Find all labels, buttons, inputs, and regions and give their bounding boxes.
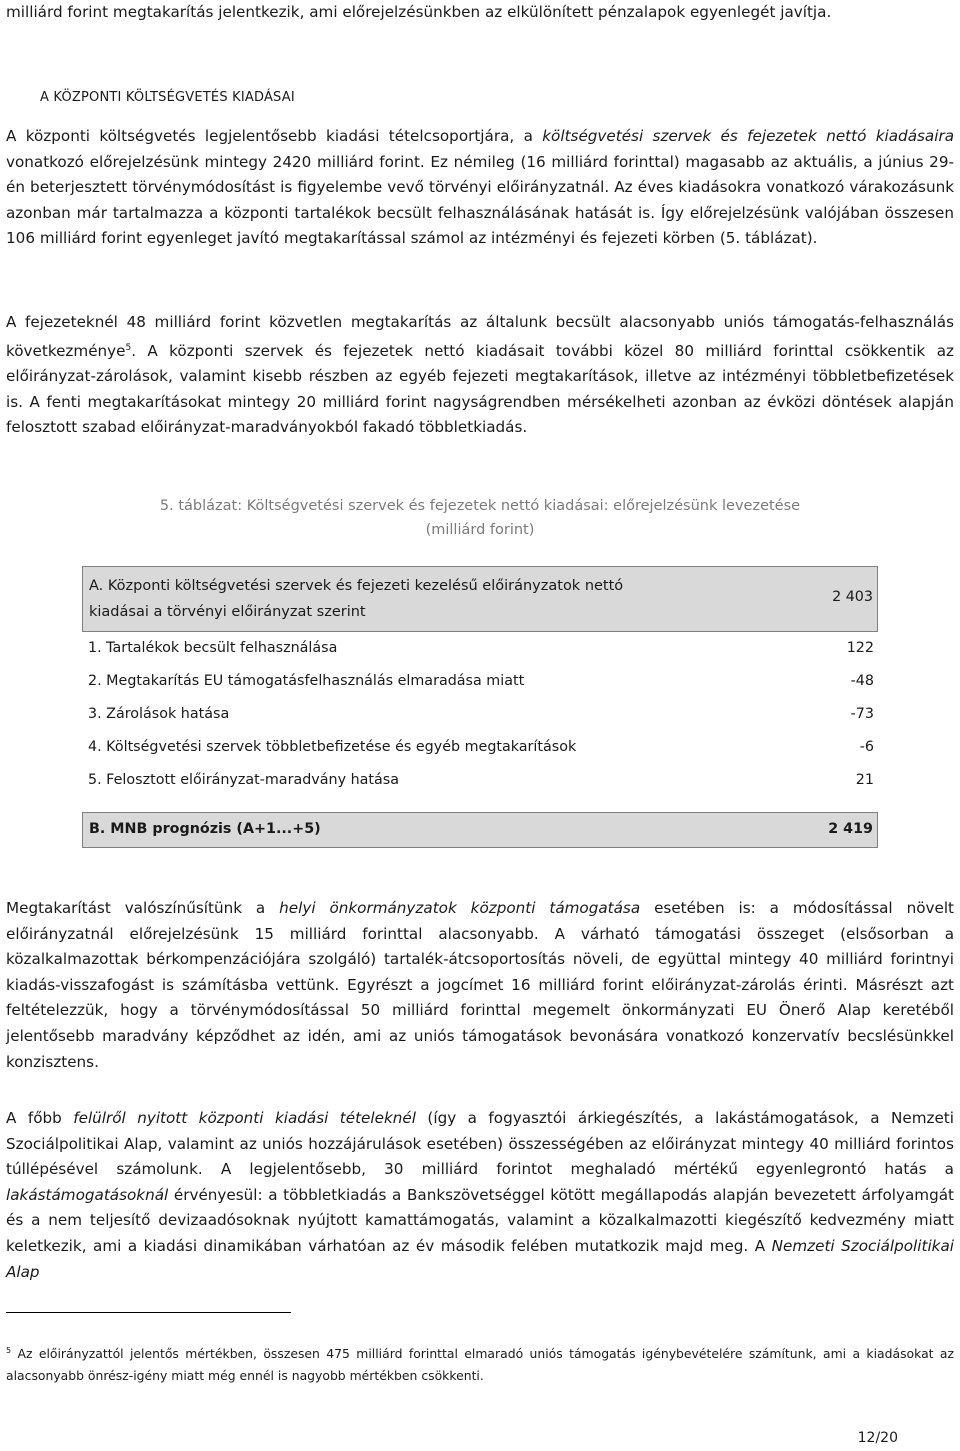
footnote: $^5$ Az előirányzattól jelentős mértékben, összesen 475 milliárd forinttal elmaradó uniós támogatás igénybevételére számítunk, ami a kiadásokat az alacsonyabb önrész-igény miatt még ennél is nagyobb mértékben csökkenti. <box>6 1346 954 1384</box>
table-footer-row <box>82 812 878 848</box>
paragraph-4: A főbb felülről nyitott központi kiadási tételeknél (így a fogyasztói árkiegészítés, a lakástámogatások, a Nemzeti Szociálpolitikai Alap, valamint az uniós hozzájárulások esetében) összességében az előirányzat mintegy 40 milliárd forintos túllépésével számolunk. A legjelentősebb, 30 milliárd forintot meghaladó mértékű egyenlegrontó hatás a lakástámogatásoknál érvényesül: a többletkiadás a Bankszövetséggel kötött megállapodás alapján bevezetett árfolyamgát és a nem teljesítő devizaadósoknak nyújtott kamattámogatás, valamint a közalkalmazotti kiegészítő kedvezmény miatt keletkezik, ami a kiadási dinamikában várhatóan az év második felében mutatkozik majd meg. A Nemzeti Szociálpolitikai Alap <box>6 1109 954 1281</box>
footnote-ref[interactable]: 5 <box>125 342 132 353</box>
row-value: -48 <box>850 673 874 689</box>
row-value: -6 <box>859 739 874 755</box>
paragraph-3: Megtakarítást valószínűsítünk a helyi önkormányzatok központi támogatása esetében is: a módosítással növelt előirányzatnál előrejelzésünk 15 milliárd forinttal alacsonyabb. A várható támogatási összeget (elsősorban a közalkalmazottak bérkompenzációjára szolgáló) tartalék-átcsoportosítás növeli, de együttal mintegy 40 milliárd forintnyi kiadás-visszafogást is számításba vettünk. Egyrészt a jogcímet 16 milliárd forint előirányzat-zárolás érinti. Másrészt azt feltételezzük, hogy a törvénymódosítással 50 milliárd forinttal megemelt önkormányzati EU Önerő Alap keretéből jelentősebb maradvány képződhet az idén, ami az uniós támogatások bevonására vonatkozó konzervatív becslésünkkel konzisztens. <box>6 899 954 1071</box>
row-value: 122 <box>846 640 874 656</box>
row-label: 3. Zárolások hatása <box>88 706 230 722</box>
row-label: 1. Tartalékok becsült felhasználása <box>88 640 338 656</box>
paragraph-1: A központi költségvetés legjelentősebb kiadási tételcsoportjára, a költségvetési szervek és fejezetek nettó kiadásaira vonatkozó előrejelzésünk mintegy 2420 milliárd forint. Ez némileg (16 milliárd forinttal) magasabb az aktuális, a június 29-én beterjesztett törvénymódosítást is figyelembe vevő törvényi előirányzatnál. Az éves kiadásokra vonatkozó várakozásunk azonban már tartalmazza a központi tartalékok becsült felhasználásának hatását is. Így előrejelzésünk valójában összesen 106 milliárd forint egyenleget javító megtakarítással számol az intézményi és fejezeti körben (5. táblázat). <box>6 127 954 248</box>
header-label: A. Központi költségvetési szervek és fejezeti kezelésű előirányzatok nettó kiadásai a törvényi előirányzat szerint <box>89 578 624 620</box>
row-label: 2. Megtakarítás EU támogatásfelhasználás elmaradása miatt <box>88 673 525 689</box>
footer-value: 2 419 <box>828 821 873 837</box>
section-heading: A KÖZPONTI KÖLTSÉGVETÉS KIADÁSAI <box>40 90 295 105</box>
page-number: 12/20 <box>857 1430 898 1446</box>
row-value: -73 <box>850 706 874 722</box>
row-label: 4. Költségvetési szervek többletbefizetése és egyéb megtakarítások <box>88 739 577 755</box>
footer-label: B. MNB prognózis (A+1...+5) <box>89 821 321 837</box>
footnote-divider <box>6 1312 291 1313</box>
row-value: 21 <box>855 772 874 788</box>
intro-paragraph: milliárd forint megtakarítás jelentkezik, ami előrejelzésünkben az elkülönített pénzalapok egyenlegét javítja. <box>6 3 832 21</box>
paragraph-2: A fejezeteknél 48 milliárd forint közvetlen megtakarítás az általunk becsült alacsonyabb uniós támogatás-felhasználás következménye$^5$. A központi szervek és fejezetek nettó kiadásait további közel 80 milliárd forinttal csökkentik az előirányzat-zárolások, valamint kisebb részben az egyéb fejezeti megtakarítások, illetve az intézményi többletbefizetések is. A fenti megtakarításokat mintegy 20 milliárd forint nagyságrendben mérsékelheti azonban az évközi döntések alapján felosztott szabad előirányzat-maradványokból fakadó többletkiadás. <box>6 313 954 437</box>
row-label: 5. Felosztott előirányzat-maradvány hatása <box>88 772 399 788</box>
header-value: 2 403 <box>832 589 873 605</box>
table-header-row <box>82 566 878 632</box>
table-caption: 5. táblázat: Költségvetési szervek és fejezetek nettó kiadásai: előrejelzésünk levezetése (milliárd forint) <box>159 498 801 538</box>
